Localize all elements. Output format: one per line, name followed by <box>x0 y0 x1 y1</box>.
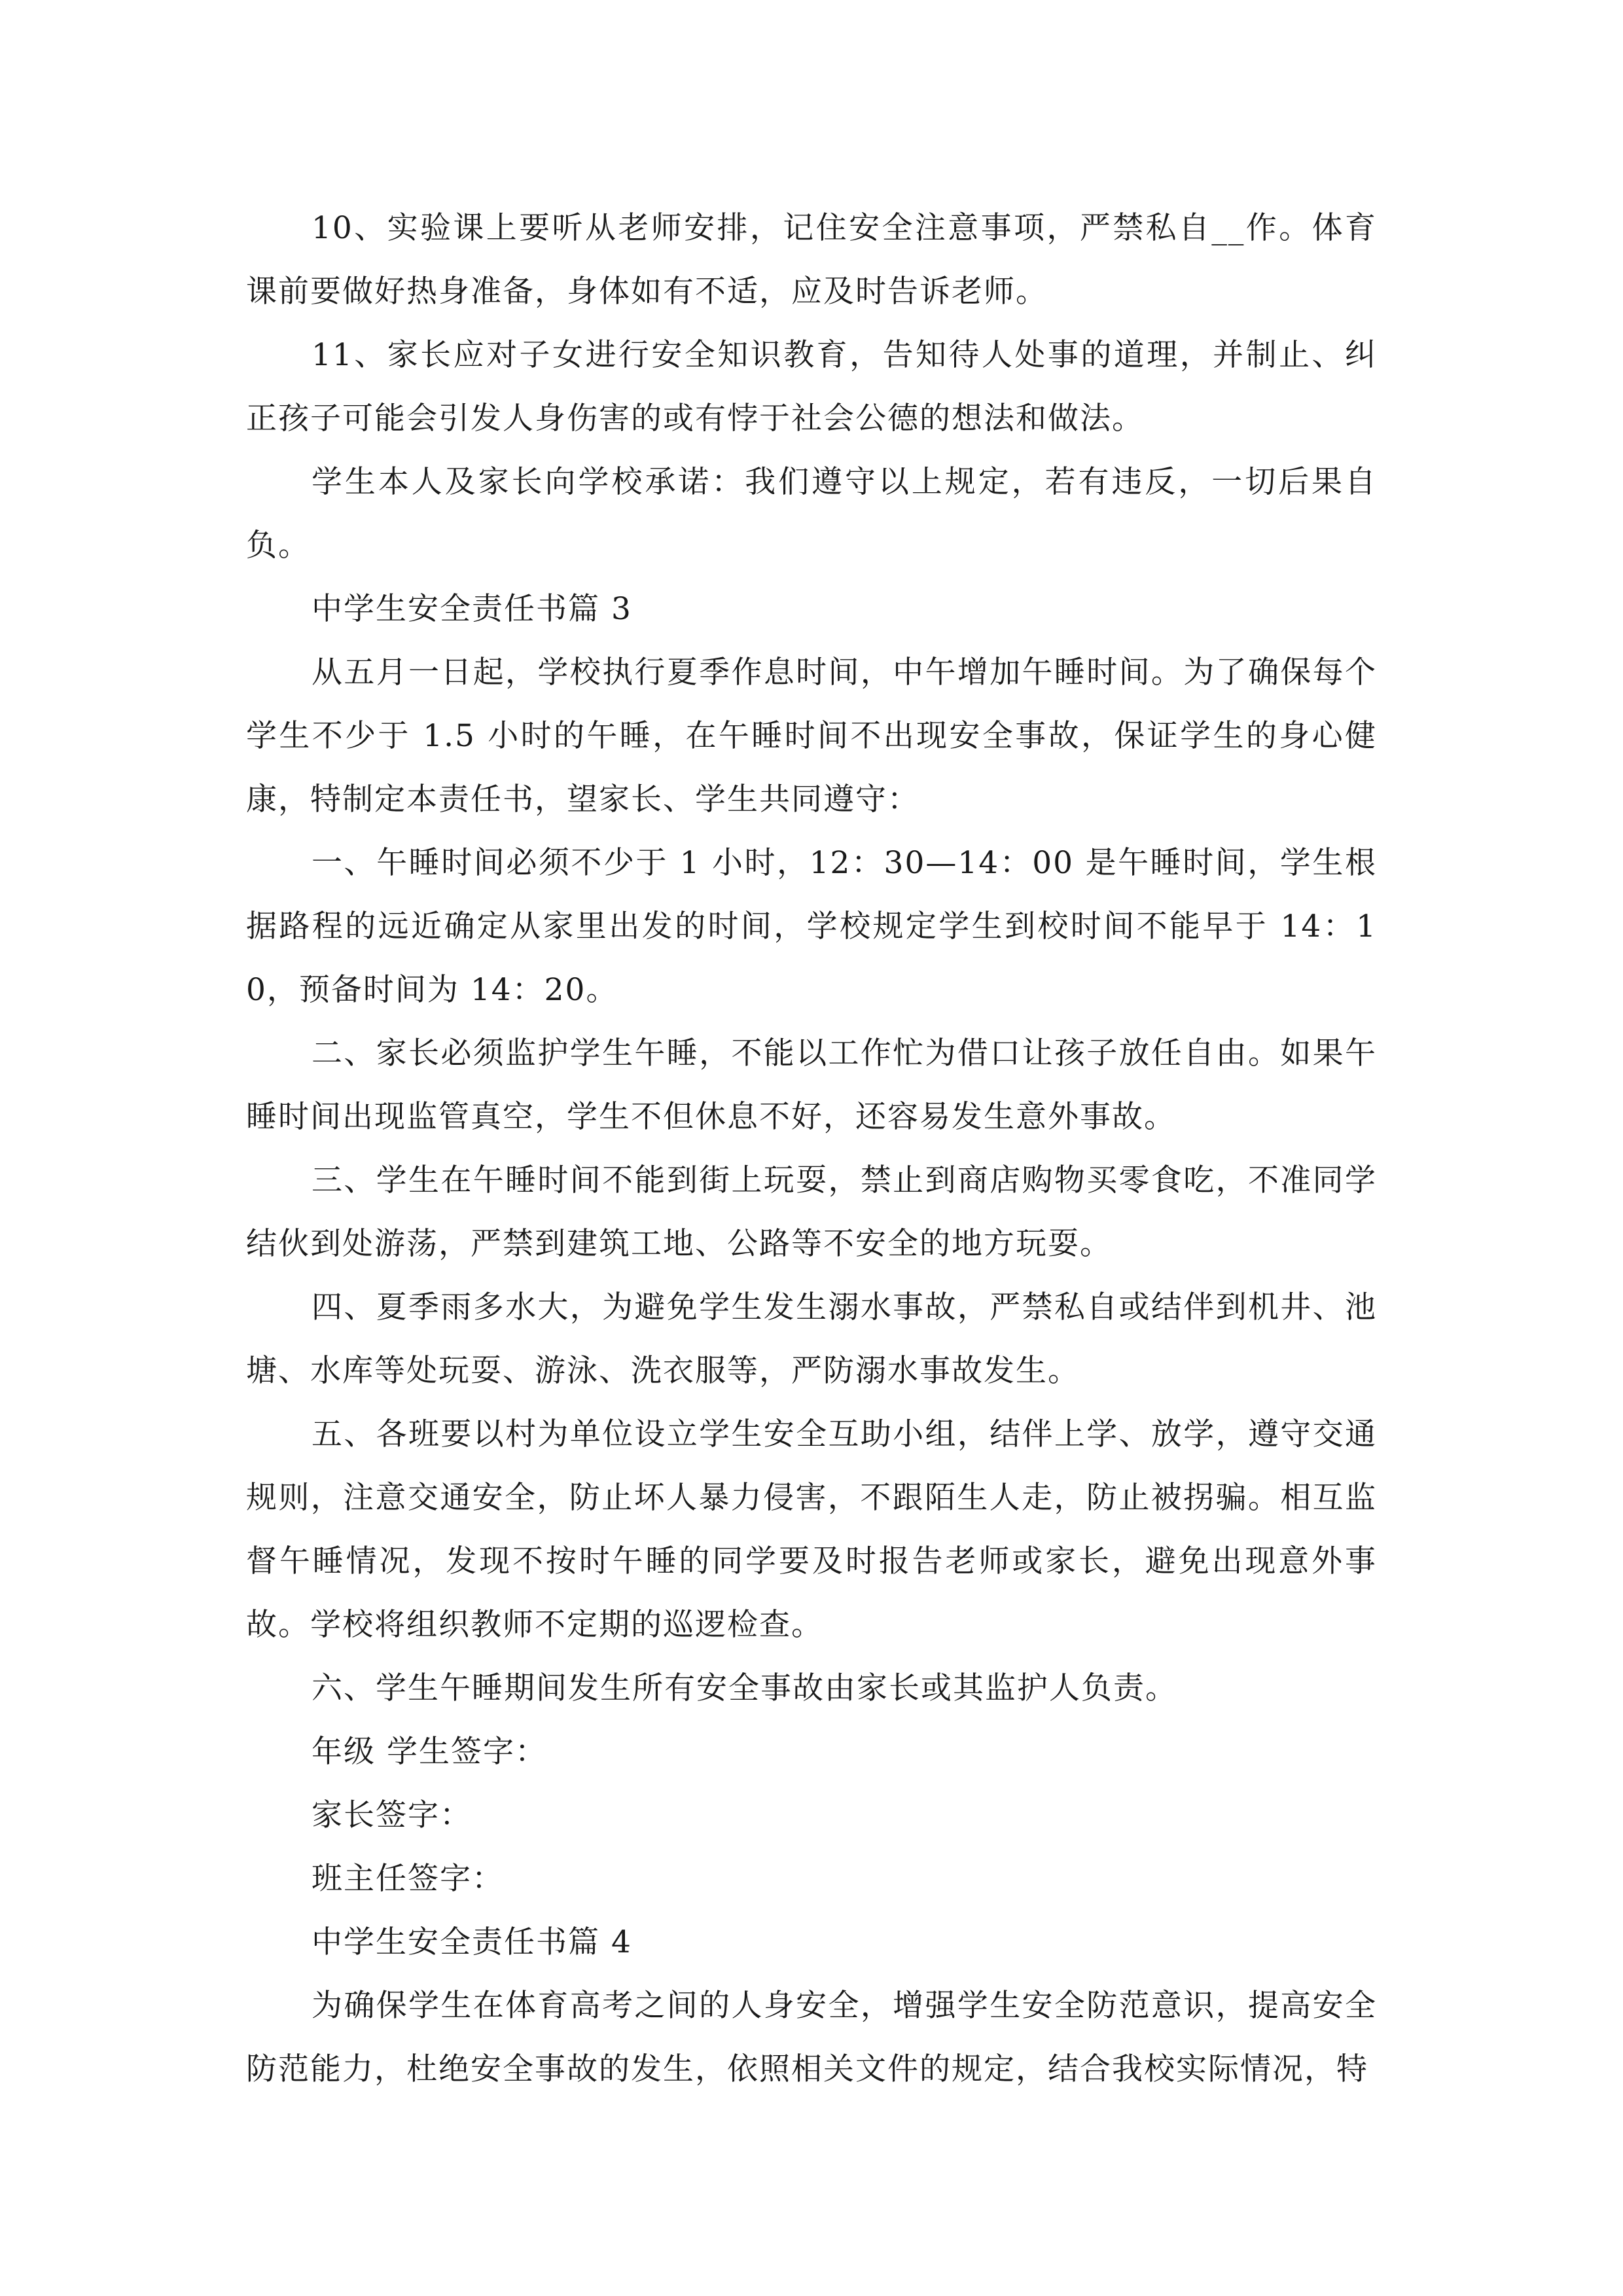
paragraph-pledge: 学生本人及家长向学校承诺：我们遵守以上规定，若有违反，一切后果自负。 <box>246 464 1377 564</box>
paragraph-item-11: 11、家长应对子女进行安全知识教育，告知待人处事的道理，并制止、纠正孩子可能会引发人身伤害的或有悖于社会公德的想法和做法。 <box>246 337 1377 437</box>
paragraph-item-10: 10、实验课上要听从老师安排，记住安全注意事项，严禁私自__作。体育课前要做好热身准备，身体如有不适，应及时告诉老师。 <box>246 210 1377 310</box>
paragraph-rule-3: 三、学生在午睡时间不能到街上玩耍，禁止到商店购物买零食吃，不准同学结伙到处游荡，严禁到建筑工地、公路等不安全的地方玩耍。 <box>246 1162 1377 1262</box>
section-heading-3: 中学生安全责任书篇 3 <box>312 591 632 627</box>
paragraph-rule-4: 四、夏季雨多水大，为避免学生发生溺水事故，严禁私自或结伴到机井、池塘、水库等处玩耍、游泳、洗衣服等，严防溺水事故发生。 <box>246 1289 1377 1389</box>
signature-parent: 家长签字： <box>312 1797 472 1833</box>
paragraph-intro: 从五月一日起，学校执行夏季作息时间，中午增加午睡时间。为了确保每个学生不少于 1.5 小时的午睡，在午睡时间不出现安全事故，保证学生的身心健康，特制定本责任书，望家长、学生共同遵守： <box>246 655 1377 817</box>
section-heading-4: 中学生安全责任书篇 4 <box>312 1924 632 1960</box>
paragraph-rule-5: 五、各班要以村为单位设立学生安全互助小组，结伴上学、放学，遵守交通规则，注意交通安全，防止坏人暴力侵害，不跟陌生人走，防止被拐骗。相互监督午睡情况，发现不按时午睡的同学要及时报告老师或家长，避免出现意外事故。学校将组织教师不定期的巡逻检查。 <box>246 1416 1377 1643</box>
signature-grade-student: 年级 学生签字： <box>312 1734 547 1770</box>
paragraph-rule-1: 一、午睡时间必须不少于 1 小时，12：30—14：00 是午睡时间，学生根据路程的远近确定从家里出发的时间，学校规定学生到校时间不能早于 14：10，预备时间为 14：20。 <box>246 845 1377 1008</box>
paragraph-section-4-intro: 为确保学生在体育高考之间的人身安全，增强学生安全防范意识，提高安全防范能力，杜绝安全事故的发生，依照相关文件的规定，结合我校实际情况，特 <box>246 1988 1377 2087</box>
paragraph-rule-2: 二、家长必须监护学生午睡，不能以工作忙为借口让孩子放任自由。如果午睡时间出现监管真空，学生不但休息不好，还容易发生意外事故。 <box>246 1035 1377 1135</box>
paragraph-rule-6: 六、学生午睡期间发生所有安全事故由家长或其监护人负责。 <box>312 1670 1177 1706</box>
document-body <box>246 196 1377 2101</box>
signature-head-teacher: 班主任签字： <box>312 1861 504 1897</box>
